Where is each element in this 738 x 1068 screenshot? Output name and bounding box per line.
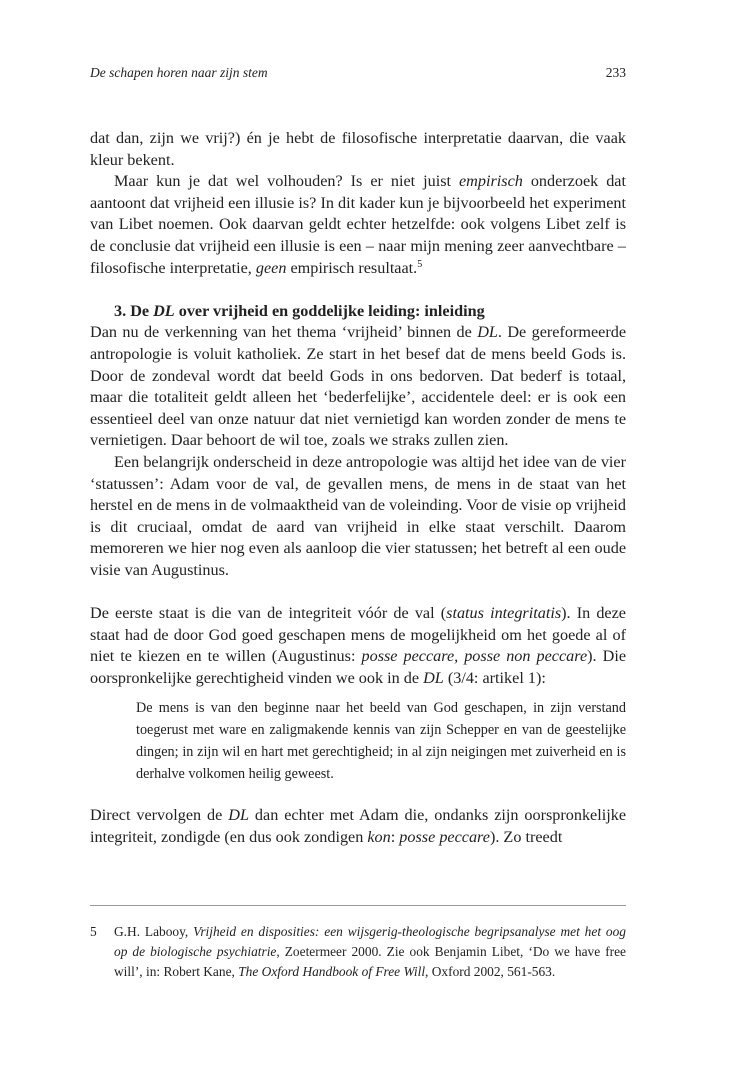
running-title: De schapen horen naar zijn stem [90, 65, 268, 80]
paragraph-6: Direct vervolgen de DL dan echter met Adam die, ondanks zijn oorspronkelijke integriteit, zondigde (en dus ook zondigen kon: posse peccare). Zo treedt [90, 806, 627, 847]
footnote-reference[interactable]: 5 [417, 258, 423, 270]
page-number: 233 [605, 65, 626, 80]
footnote-divider [90, 905, 626, 906]
body-text [90, 128, 626, 849]
paragraph-2: Maar kun je dat wel volhouden? Is er niet juist empirisch onderzoek dat aantoont dat vrijheid een illusie is? In dit kader kun je bijvoorbeeld het experiment van Libet noemen. Ook daarvan geldt echter hetzelfde: ook volgens Libet zelf is de conclusie dat vrijheid een illusie is een – naar mijn mening zeer aanvechtbare – filosofische interpretatie, geen empirisch resultaat.$^5$ [90, 172, 626, 277]
footnote-number: 5 [90, 924, 97, 939]
footnote [90, 922, 626, 982]
section-heading: 3. De DL over vrijheid en goddelijke leiding: inleiding [114, 301, 485, 320]
spacer [90, 581, 626, 603]
footnote-text: G.H. Labooy, Vrijheid en disposities: een wijsgerig-theologische begripsanalyse met het oog op de biologische psychiatrie, Zoetermeer 2000. Zie ook Benjamin Libet, ‘Do we have free will’, in: Robert Kane, The Oxford Handbook of Free Will, Oxford 2002, 561-563. [114, 924, 627, 979]
paragraph-1: dat dan, zijn we vrij?) én je hebt de filosofische interpretatie daarvan, die vaak kleur bekent. [90, 129, 626, 169]
paragraph-3: Dan nu de verkenning van het thema ‘vrijheid’ binnen de DL. De gereformeerde antropologie is voluit katholiek. Ze start in het besef dat de mens beeld Gods is. Door de zondeval wordt dat beeld Gods in ons bedorven. Dat bederf is totaal, maar die totaliteit geldt alleen het ‘bederfelijke’, accidentele deel: er is ook een essentieel deel van onze natuur dat niet vernietigd kan worden zonder de mens te vernietigen. Daar behoort de wil toe, zoals we straks zullen zien. [90, 323, 627, 450]
paragraph-4: Een belangrijk onderscheid in deze antropologie was altijd het idee van de vier ‘statussen’: Adam voor de val, de gevallen mens, de mens in de staat van het herstel en de mens in de volmaaktheid van de voleinding. Voor de visie op vrijheid is dit cruciaal, omdat de aard van vrijheid in elke staat verschilt. Daarom memoreren we hier nog even als aanloop die vier statussen; het betreft al een oude visie van Augustinus. [90, 452, 626, 579]
spacer [90, 279, 626, 301]
spacer [90, 785, 626, 805]
page-header [90, 65, 626, 83]
paragraph-5: De eerste staat is die van de integriteit vóór de val (status integritatis). In deze staat had de door God goed geschapen mens de mogelijkheid om het goede al of niet te kiezen en te willen (Augustinus: posse peccare, posse non peccare). Die oorspronkelijke gerechtigheid vinden we ook in de DL (3/4: artikel 1): [90, 604, 626, 687]
block-quote: De mens is van den beginne naar het beeld van God geschapen, in zijn verstand toegerust met ware en zaligmakende kennis van zijn Schepper en van de geestelijke dingen; in zijn wil en hart met gerechtigheid; in al zijn neigingen met zuiverheid en is derhalve volkomen heilig geweest. [136, 700, 626, 783]
